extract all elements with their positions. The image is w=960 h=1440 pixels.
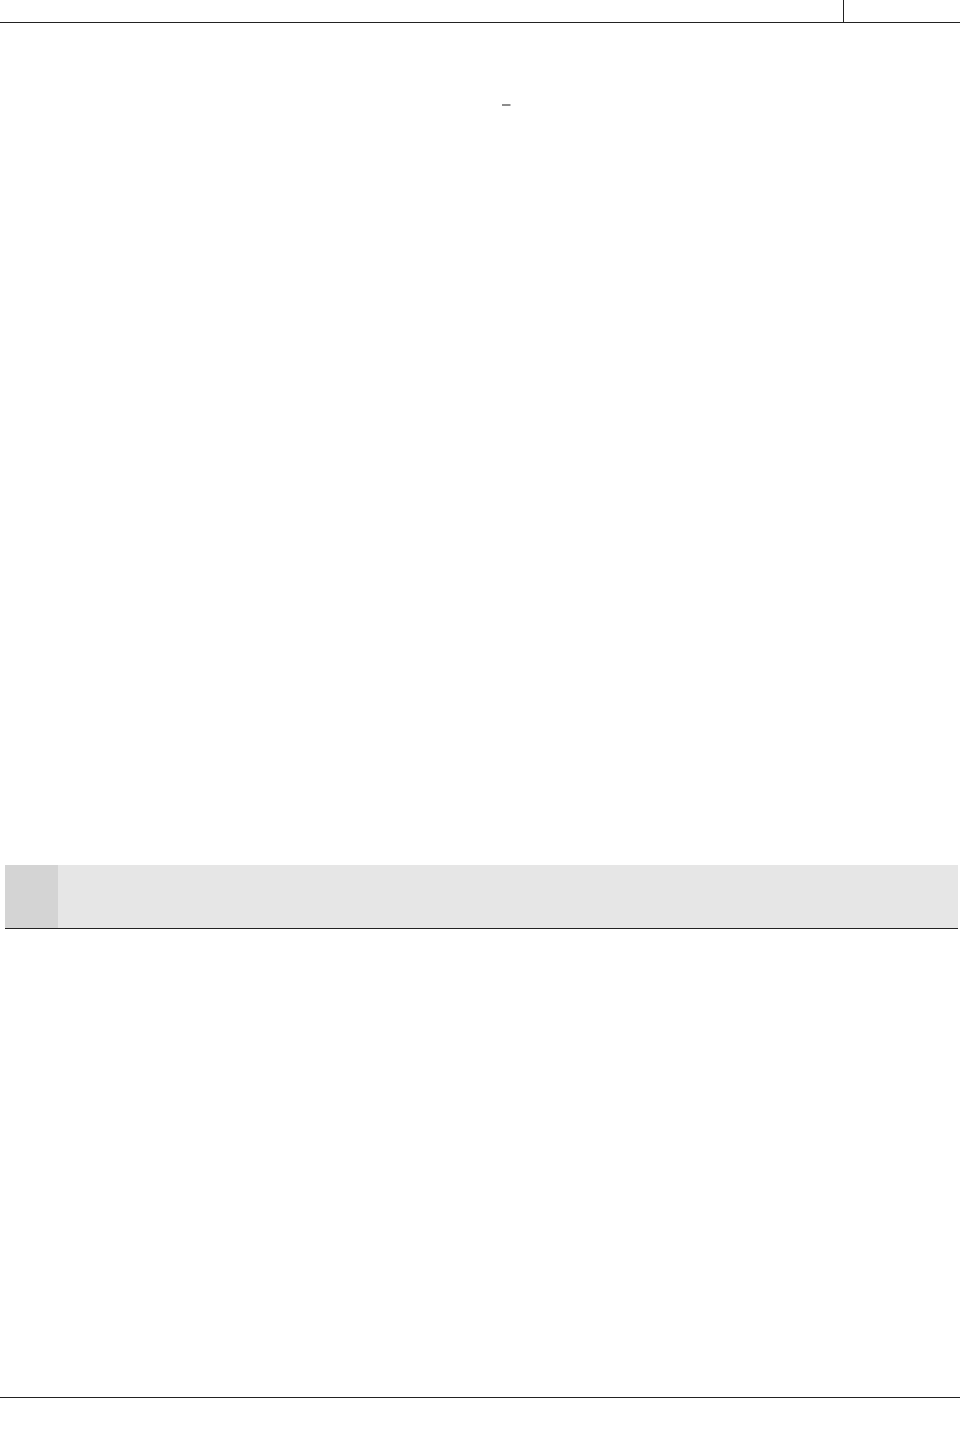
- table-header-row: [5, 865, 958, 929]
- results-table: [5, 865, 958, 929]
- header-substance: [58, 865, 218, 929]
- header-adhesive-tape: [667, 865, 816, 929]
- header-copy-paper: [816, 865, 958, 929]
- header-aluminium-container: [365, 865, 518, 929]
- left-column: [30, 62, 460, 104]
- section-tag: [843, 0, 960, 23]
- footer-rule: [0, 1397, 960, 1398]
- header-foil-bag: [518, 865, 667, 929]
- header-lp: [5, 865, 58, 929]
- header-glass: [218, 865, 365, 929]
- header-rule: [0, 22, 843, 23]
- right-column: [500, 62, 932, 104]
